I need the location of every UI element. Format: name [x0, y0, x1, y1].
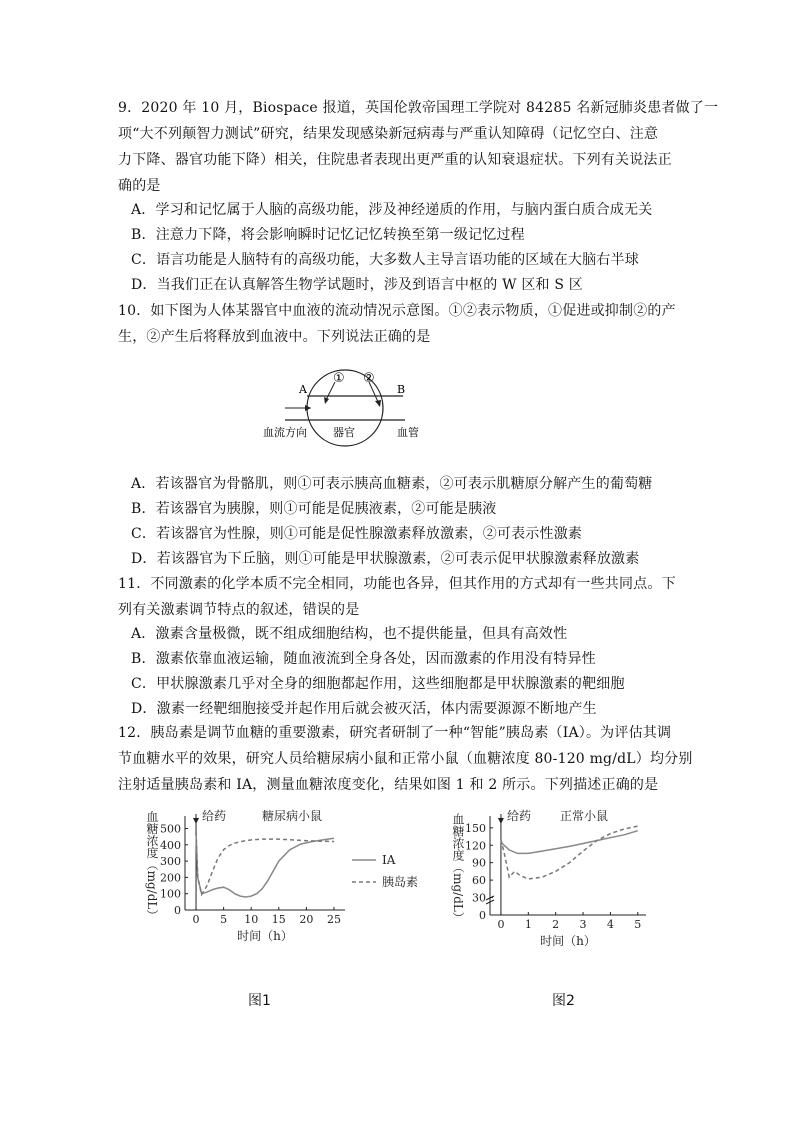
legend-label-insulin: 胰岛素 — [382, 875, 419, 889]
question-text-line: 确的是 — [118, 178, 161, 194]
option-c: C．甲状腺激素几乎对全身的细胞都起作用，这些细胞都是甲状腺激素的靶细胞 — [131, 676, 625, 692]
y-axis-label: 血糖浓度（mg/dL） — [451, 813, 465, 924]
label-organ: 器官 — [333, 426, 355, 439]
question-text-line: 力下降、器官功能下降）相关，住院患者表现出更严重的认知衰退症状。下列有关说法正 — [118, 152, 672, 168]
question-text-line: 节血糖水平的效果，研究人员给糖尿病小鼠和正常小鼠（血糖浓度 80-120 mg/dL）均分别 — [118, 751, 693, 767]
legend-label-ia: IA — [382, 853, 396, 867]
x-tick-label: 3 — [579, 918, 587, 931]
x-tick-label: 10 — [244, 913, 259, 926]
x-tick-label: 15 — [271, 913, 286, 926]
y-axis-label: 血糖浓度（mg/dL） — [145, 810, 159, 922]
x-axis-label: 时间（h） — [540, 934, 596, 948]
question-text-line: 10．如下图为人体某器官中血液的流动情况示意图。①②表示物质，①促进或抑制②的产 — [118, 303, 676, 319]
label-a: A — [299, 383, 307, 396]
organ-blood-flow-diagram — [255, 360, 435, 448]
figure-2-caption: 图2 — [552, 993, 575, 1009]
option-b: B．注意力下降，将会影响瞬时记忆记忆转换至第一级记忆过程 — [131, 227, 525, 243]
question-text-line: 项“大不列颠智力测试”研究，结果发现感染新冠病毒与严重认知障碍（记忆空白、注意 — [118, 126, 659, 142]
x-tick-label: 2 — [552, 918, 560, 931]
option-a: A．激素含量极微，既不组成细胞结构，也不提供能量，但具有高效性 — [131, 626, 568, 642]
option-d: D．当我们正在认真解答生物学试题时，涉及到语言中枢的 W 区和 S 区 — [131, 277, 584, 293]
x-tick-label: 4 — [606, 918, 614, 931]
x-tick-label: 5 — [220, 913, 228, 926]
y-tick-label: 30 — [472, 891, 486, 905]
x-tick-label: 25 — [326, 913, 341, 926]
option-b: B．若该器官为胰腺，则①可能是促胰液素，②可能是胰液 — [131, 501, 497, 517]
option-d: D．若该器官为下丘脑，则①可能是甲状腺激素，②可表示促甲状腺激素释放激素 — [131, 551, 640, 567]
y-tick-label: 90 — [472, 856, 486, 870]
x-tick-label: 5 — [634, 918, 642, 931]
x-tick-label: 0 — [192, 913, 200, 926]
label-substance-1: ① — [333, 371, 345, 386]
question-text-line: 11．不同激素的化学本质不完全相同，功能也各异，但其作用的方式却有一些共同点。下 — [118, 576, 676, 592]
flow-arrow-head — [305, 405, 311, 411]
option-b: B．激素依靠血液运输，随血液流到全身各处，因而激素的作用没有特异性 — [131, 651, 596, 667]
dosing-annotation: 给药 — [506, 809, 531, 823]
option-c: C．语言功能是人脑特有的高级功能，大多数人主导言语功能的区域在大脑右半球 — [131, 252, 639, 268]
option-d: D．激素一经靶细胞接受并起作用后就会被灭活，体内需要源源不断地产生 — [131, 701, 597, 717]
label-flow-direction: 血流方向 — [263, 426, 307, 439]
dosing-marker-arrow — [498, 818, 504, 824]
y-tick-label: 150 — [465, 821, 486, 835]
question-text-line: 12．胰岛素是调节血糖的重要激素，研究者研制了一种“智能”胰岛素（IA）。为评估其调 — [118, 725, 672, 741]
figure-1-caption: 图1 — [248, 993, 271, 1009]
y-tick-label: 0 — [174, 904, 181, 917]
y-tick-label: 300 — [160, 855, 181, 869]
series-line-insulin — [501, 826, 638, 879]
question-text-line: 生，②产生后将释放到血液中。下列说法正确的是 — [118, 329, 431, 345]
x-tick-label: 20 — [299, 913, 314, 926]
y-tick-label: 120 — [465, 839, 486, 853]
chart-figure-1 — [140, 800, 420, 960]
option-c: C．若该器官为性腺，则①可能是促性腺激素释放激素，②可表示性激素 — [131, 526, 583, 542]
chart-figure-2 — [448, 800, 658, 960]
x-axis-label: 时间（h） — [237, 929, 293, 943]
chart-title: 糖尿病小鼠 — [262, 809, 323, 823]
y-tick-label: 200 — [160, 871, 181, 885]
question-text-line: 列有关激素调节特点的叙述，错误的是 — [118, 602, 360, 618]
option-a: A．学习和记忆属于人脑的高级功能，涉及神经递质的作用，与脑内蛋白质合成无关 — [131, 202, 653, 218]
x-tick-label: 1 — [524, 918, 532, 931]
y-tick-label: 400 — [160, 838, 181, 852]
substance-1-arrow-head — [324, 397, 329, 404]
label-b: B — [397, 383, 406, 396]
label-substance-2: ② — [363, 371, 375, 386]
label-vessel: 血管 — [397, 426, 419, 439]
substance-2-arrow-head — [375, 400, 381, 407]
option-a: A．若该器官为骨骼肌，则①可表示胰高血糖素，②可表示肌糖原分解产生的葡萄糖 — [131, 476, 653, 492]
y-tick-label: 60 — [472, 874, 486, 888]
y-tick-label: 0 — [479, 909, 486, 922]
y-tick-label: 100 — [160, 887, 181, 901]
dosing-annotation: 给药 — [202, 809, 227, 823]
chart-title: 正常小鼠 — [560, 809, 609, 823]
x-tick-label: 0 — [497, 918, 505, 931]
dosing-marker-arrow — [193, 818, 199, 824]
y-tick-label: 500 — [160, 822, 181, 836]
series-line-ia — [501, 831, 638, 854]
question-text-line: 注射适量胰岛素和 IA，测量血糖浓度变化，结果如图 1 和 2 所示。下列描述正确的是 — [118, 777, 659, 793]
question-text-line: 9．2020 年 10 月，Biospace 报道，英国伦敦帝国理工学院对 84285 名新冠肺炎患者做了一 — [118, 100, 719, 116]
